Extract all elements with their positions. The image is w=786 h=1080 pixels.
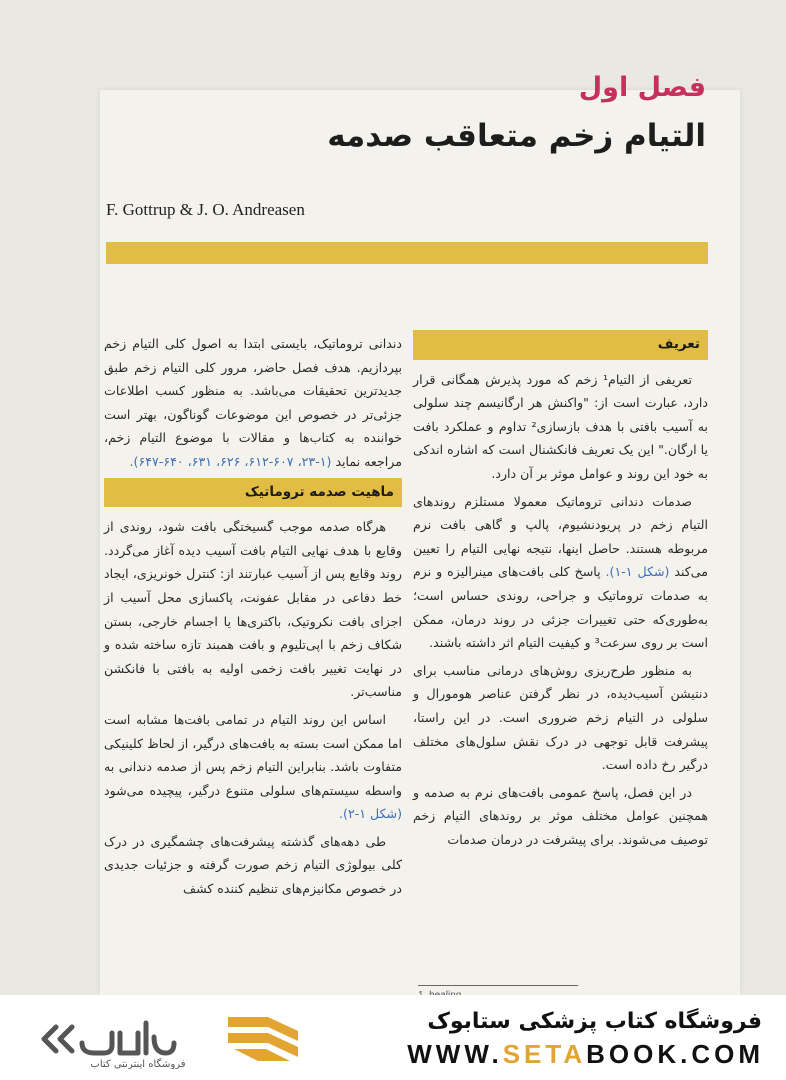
left-column xyxy=(104,332,402,905)
right-column xyxy=(413,330,708,855)
paragraph: به منظور طرح‌ریزی روش‌های درمانی مناسب برای دنتیشن آسیب‌دیده، در نظر گرفتن عناصر هومورال و سلولی در التیام زخم ضروری است. در این راستا، پیشرفت قابل توجهی در درک نقش سلول‌های مختلف درگیر رخ داده است. xyxy=(413,662,708,773)
section-heading-definition: تعریف xyxy=(413,330,708,360)
paragraph: تعریفی از التیام¹ زخم که مورد پذیرش همگانی قرار دارد، عبارت است از: "واکنش هر ارگانیسم چند سلولی به آسیب بافتی با هدف بازسازی² تداوم و عملکرد بافت یا ارگان." این یک تعریف فانکشنال است که اشاره اندکی به خود این روند و عوامل موثر بر آن دارد. xyxy=(413,371,708,481)
paragraph xyxy=(413,490,708,655)
paragraph xyxy=(104,708,402,826)
url-suffix: BOOK.COM xyxy=(586,1039,764,1069)
paragraph: هرگاه صدمه موجب گسیختگی بافت شود، روندی از وقایع با هدف نهایی التیام بافت آسیب دیده آغاز می‌گردد. روند وقایع پس از آسیب عبارتند از: کنترل خونریزی، ایجاد خط دفاعی در مقابل عفونت، پاکسازی محل آسیب از اجزای بافت نکروتیک، باکتری‌ها یا اجسام خارجی، بستن شکاف زخم با اپی‌تلیوم و بافت همبند تازه ساخته شده و در نهایت تغییر بافت زخمی اولیه به بافتی با فانکشن مناسب‌تر. xyxy=(104,519,402,700)
logo-subtitle: فروشگاه اینترنتی کتاب xyxy=(90,1059,186,1069)
authors: F. Gottrup & J. O. Andreasen xyxy=(106,200,305,219)
paragraph: در این فصل، پاسخ عمومی بافت‌های نرم به صدمه و همچنین عوامل مختلف موثر بر روندهای التیام زخم توصیف می‌شوند. برای پیشرفت در درمان صدمات xyxy=(413,784,708,847)
paragraph-text: دندانی تروماتیک، بایستی ابتدا به اصول کلی التیام زخم بپردازیم. هدف فصل حاضر، مرور کلی التیام زخم طبق جدیدترین تحقیقات می‌باشد. به منظور کسب اطلاعات جزئی‌تر در خصوص این موضوعات گوناگون، بهتر است خواننده به کتاب‌ها و مقالات با موضوع التیام زخم، مراجعه نماید xyxy=(104,336,402,469)
chapter-label: فصل اول xyxy=(578,72,706,103)
figure-reference: (شکل ۱-۲). xyxy=(339,806,402,822)
store-name: فروشگاه کتاب پزشکی ستابوک xyxy=(427,1009,762,1034)
figure-reference: (شکل ۱-۱). xyxy=(605,564,670,580)
paragraph-text: پاسخ کلی بافت‌های مینرالیزه و نرم به صدمات تروماتیک و جراحی، روندی حساس است؛ به‌طوری‌که حتی تغییرات جزئی در روند درمان، ممکن است بر روی سرعت³ و کیفیت التیام اثر داشته باشند. xyxy=(413,564,708,651)
paragraph-text: اساس این روند التیام در تمامی بافت‌ها مشابه است اما ممکن است بسته به بافت‌های درگیر، از لحاظ کلینیکی متفاوت باشد. بنابراین التیام زخم پس از صدمه دندانی به واسطه سیستم‌های سلولی متنوع درگیر، پیچیده می‌شود xyxy=(104,711,402,798)
paragraph xyxy=(104,332,402,474)
paragraph: طی دهه‌های گذشته پیشرفت‌های چشمگیری در درک کلی بیولوژی التیام زخم صورت گرفته و جزئیات جدیدی در خصوص مکانیزم‌های تنظیم کننده کشف xyxy=(104,833,402,897)
url-prefix: WWW. xyxy=(407,1039,503,1069)
logo-chevron-icon xyxy=(228,1017,298,1061)
citation-reference: (۱-۲۳، ۶۰۷-۶۱۲، ۶۲۶، ۶۳۱، ۶۴۰-۶۴۷). xyxy=(129,453,332,469)
chapter-title: التیام زخم متعاقب صدمه xyxy=(327,118,706,154)
section-heading-trauma-nature: ماهیت صدمه تروماتیک xyxy=(104,478,402,508)
title-divider-bar xyxy=(106,242,708,264)
footnote-divider xyxy=(418,985,578,986)
store-url xyxy=(407,1039,764,1070)
store-banner xyxy=(0,995,786,1080)
url-accent: SETA xyxy=(502,1039,587,1069)
setabook-logo xyxy=(38,1009,308,1069)
paragraph-text: صدمات دندانی تروماتیک معمولا مستلزم روندهای التیام زخم در پریودنشیوم، پالپ و گاهی بافت نرم مربوطه هستند. حاصل اینها، نتیجه نهایی التیام را تعیین می‌کند xyxy=(413,493,708,580)
